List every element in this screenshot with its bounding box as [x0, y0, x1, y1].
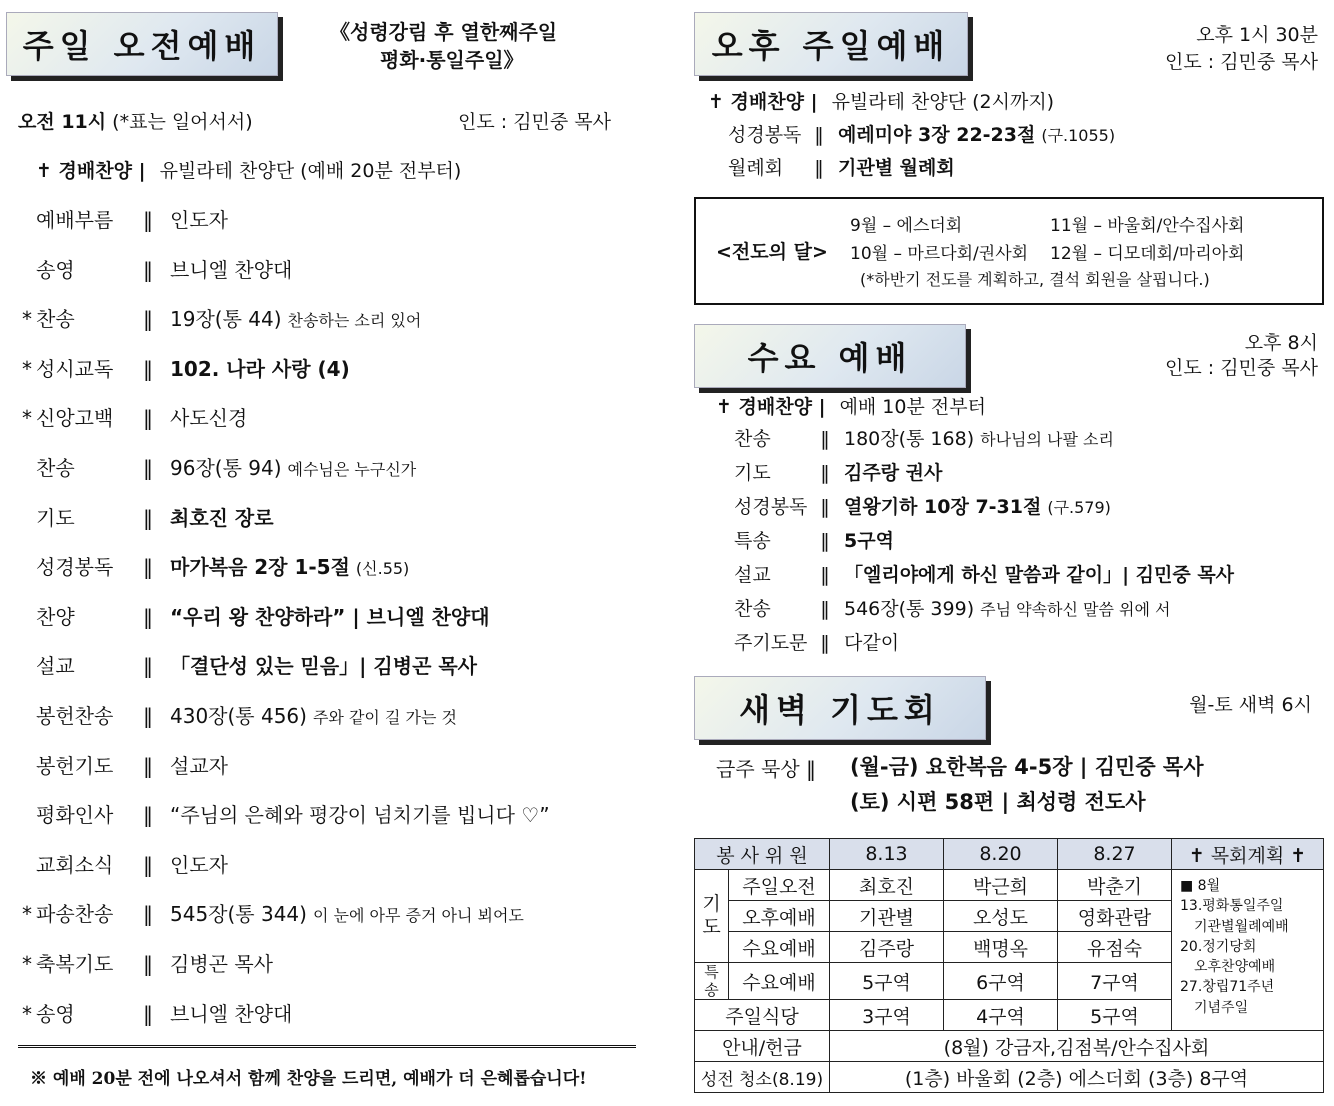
- morning-order-item: [18, 353, 350, 382]
- afternoon-order-item: [728, 120, 1115, 147]
- wednesday-order-item-label: 특송: [734, 530, 771, 552]
- morning-order-item-separator: ‖: [143, 505, 153, 530]
- morning-order-item: [18, 303, 421, 332]
- morning-order-item-extra: 이 눈에 아무 증거 아니 뵈어도: [312, 906, 524, 926]
- morning-order-item-label: 평화인사: [36, 803, 114, 828]
- roster-date-3: 8.27: [1058, 839, 1172, 870]
- afternoon-order-item-label: 성경봉독: [728, 124, 802, 146]
- wednesday-order-item: [734, 492, 1111, 519]
- wednesday-order-item-separator: ‖: [820, 496, 830, 518]
- morning-standing-note: (*표는 일어서서): [112, 111, 253, 133]
- wednesday-order-item: [734, 424, 1114, 451]
- wednesday-service-title: 수요 예배: [694, 324, 966, 388]
- morning-order-item-star: *: [22, 307, 32, 332]
- plan-line: 오후찬양예배: [1194, 959, 1276, 976]
- roster-prayer-row-3-name: 수요예배: [729, 932, 830, 963]
- roster-cell: 영화관람: [1058, 901, 1172, 932]
- morning-order-item-label: 교회소식: [36, 852, 114, 877]
- morning-order-item-label: 예배부름: [36, 208, 114, 232]
- wednesday-order-item-label: 찬송: [734, 428, 771, 450]
- roster-cell: 박춘기: [1058, 870, 1172, 901]
- wednesday-order-item-label: 설교: [734, 564, 771, 586]
- morning-order-item-value: 설교자: [170, 753, 228, 778]
- wednesday-order-item-value: 열왕기하 10장 7-31절: [844, 496, 1042, 518]
- wednesday-order-item-label: 기도: [734, 462, 771, 484]
- morning-order-item-value: 102. 나라 사랑 (4): [170, 356, 350, 381]
- morning-order-item: [18, 551, 409, 580]
- morning-order-item-label: 봉헌기도: [36, 753, 114, 778]
- morning-order-item-extra: (신.55): [355, 559, 410, 579]
- morning-order-item: [18, 750, 228, 779]
- wednesday-order-item-extra: 주님 약속하신 말씀 위에 서: [980, 600, 1171, 619]
- morning-praise-value: 유빌라테 찬양단 (예배 20분 전부터): [159, 160, 462, 182]
- morning-order-item-value: 브니엘 찬양대: [170, 1001, 293, 1026]
- morning-order-item-separator: ‖: [143, 902, 153, 927]
- morning-order-item-label: 파송찬송: [36, 902, 114, 927]
- morning-order-item-separator: ‖: [143, 257, 153, 282]
- morning-order-item-label: 송영: [36, 257, 75, 282]
- roster-meal-row-name: 주일식당: [695, 1000, 830, 1031]
- roster-cell: 6구역: [944, 963, 1058, 1000]
- morning-order-item-value: 마가복음 2장 1-5절: [170, 555, 350, 580]
- roster-cell: 최호진: [830, 870, 944, 901]
- morning-order-item: [18, 898, 524, 927]
- roster-cell: 백명옥: [944, 932, 1058, 963]
- mission-month-box: [694, 197, 1324, 305]
- roster-prayer-group: 기 도: [695, 870, 729, 963]
- morning-order-item: [18, 799, 550, 828]
- wednesday-order-item-value: 김주랑 권사: [844, 462, 943, 484]
- wednesday-leader: 인도 : 김민중 목사: [1165, 357, 1318, 379]
- wednesday-order-item-value: 다같이: [844, 632, 900, 654]
- roster-cell: 5구역: [830, 963, 944, 1000]
- mission-entry-4: 12월 – 디모데회/마리아회: [1050, 244, 1245, 264]
- morning-order-item-value: 김병곤 목사: [170, 952, 273, 976]
- afternoon-praise-value: 유빌라테 찬양단 (2시까지): [831, 91, 1055, 113]
- roster-cell: 4구역: [944, 1000, 1058, 1031]
- roster-plan-cell: [1172, 870, 1324, 1031]
- roster-cell: 3구역: [830, 1000, 944, 1031]
- wednesday-order-item: [734, 526, 894, 553]
- roster-special-row-name: 수요예배: [729, 963, 830, 1000]
- morning-order-item-value: 96장(통 94): [170, 456, 282, 480]
- morning-order-item-separator: ‖: [143, 704, 153, 728]
- morning-praise-label: ✝ 경배찬양 |: [36, 160, 146, 182]
- morning-order-item-value: 「결단성 있는 믿음」| 김병곤 목사: [170, 654, 477, 679]
- plan-line: 20.정기당회: [1180, 938, 1257, 955]
- wednesday-praise-line: [716, 392, 986, 419]
- morning-service-title: 주일 오전예배: [6, 12, 278, 76]
- plan-line: 기관별월례예배: [1194, 918, 1289, 935]
- roster-prayer-row-1-name: 주일오전: [729, 870, 830, 901]
- mission-entry-2: 11월 – 바울회/안수집사회: [1050, 216, 1245, 236]
- afternoon-praise-line: [708, 87, 1054, 114]
- morning-order-item-star: *: [22, 952, 32, 976]
- morning-order-item-value: 19장(통 44): [170, 307, 282, 332]
- morning-order-item: [18, 502, 274, 531]
- wednesday-order-item-value: 180장(통 168): [844, 428, 975, 450]
- morning-order-item-value: 인도자: [170, 208, 228, 232]
- morning-order-item: [18, 452, 416, 481]
- morning-order-item-extra: 주와 같이 길 가는 것: [312, 708, 457, 727]
- morning-order-item-separator: ‖: [143, 406, 153, 431]
- wednesday-time: 오후 8시: [1244, 332, 1318, 354]
- morning-divider: [18, 1045, 636, 1048]
- morning-order-item-value: “우리 왕 찬양하라” | 브니엘 찬양대: [170, 604, 490, 629]
- afternoon-order-item-value: 예레미야 3장 22-23절: [838, 124, 1036, 146]
- morning-order-item: [18, 254, 292, 283]
- plan-line: ■ 8월: [1180, 878, 1221, 894]
- morning-order-item-separator: ‖: [143, 803, 153, 828]
- roster-cell: 5구역: [1058, 1000, 1172, 1031]
- dawn-prayer-title: 새벽 기도회: [694, 676, 986, 740]
- wednesday-order-item: [734, 594, 1170, 621]
- wednesday-order-item: [734, 560, 1234, 587]
- wednesday-order-item-extra: (구.579): [1047, 498, 1111, 517]
- morning-order-item-value: “주님의 은혜와 평강이 넘치기를 빕니다 ♡”: [170, 803, 550, 828]
- roster-plan-title: ✝ 목회계획 ✝: [1172, 839, 1324, 870]
- morning-order-item: [18, 948, 273, 977]
- plan-line: 기념주일: [1194, 999, 1249, 1016]
- morning-order-item: [18, 700, 457, 729]
- morning-order-item-separator: ‖: [143, 555, 153, 580]
- morning-order-item-star: *: [22, 1001, 32, 1026]
- morning-order-item-separator: ‖: [143, 852, 153, 877]
- morning-order-item: [18, 849, 228, 878]
- wednesday-order-item-label: 찬송: [734, 598, 771, 620]
- morning-order-item: [18, 650, 477, 679]
- afternoon-praise-label: ✝ 경배찬양 |: [708, 91, 818, 113]
- morning-order-item-separator: ‖: [143, 356, 153, 381]
- wednesday-order-item-separator: ‖: [820, 598, 830, 620]
- wednesday-order-item-value: 「엘리야에게 하신 말씀과 같이」| 김민중 목사: [844, 564, 1235, 586]
- morning-order-item-label: 신앙고백: [36, 406, 114, 431]
- wednesday-praise-label: ✝ 경배찬양 |: [716, 396, 826, 418]
- dawn-time: 월-토 새벽 6시: [1189, 694, 1312, 716]
- morning-order-item-star: *: [22, 902, 32, 927]
- afternoon-order-item-label: 월례회: [728, 157, 784, 179]
- morning-order-item-label: 성경봉독: [36, 555, 114, 580]
- morning-order-item-separator: ‖: [143, 456, 153, 480]
- morning-order-item-value: 최호진 장로: [170, 505, 274, 530]
- morning-order-item-label: 찬송: [36, 307, 75, 332]
- morning-order-item: [18, 402, 247, 431]
- morning-order-item-star: *: [22, 406, 32, 431]
- wednesday-order-item-separator: ‖: [820, 530, 830, 552]
- afternoon-order-item-value: 기관별 월례회: [838, 157, 955, 179]
- afternoon-order-item-separator: ‖: [814, 157, 824, 179]
- afternoon-order-item-separator: ‖: [814, 124, 824, 146]
- wednesday-order-item-extra: 하나님의 나팔 소리: [980, 430, 1114, 449]
- morning-order-item: [18, 601, 490, 630]
- morning-order-item-value: 인도자: [170, 852, 228, 877]
- morning-time: 오전 11시: [18, 111, 107, 133]
- morning-order-item-label: 찬양: [36, 604, 75, 629]
- morning-order-item-separator: ‖: [143, 654, 153, 679]
- morning-order-item-value: 브니엘 찬양대: [170, 257, 293, 282]
- morning-order-item-value: 사도신경: [170, 406, 248, 431]
- service-roster-table: [694, 838, 1324, 1093]
- morning-subtitle-line1: 《성령강림 후 열한째주일: [330, 20, 558, 44]
- roster-date-1: 8.13: [830, 839, 944, 870]
- roster-cell: 오성도: [944, 901, 1058, 932]
- morning-order-item-value: 545장(통 344): [170, 902, 307, 927]
- wednesday-order-item-label: 성경봉독: [734, 496, 808, 518]
- roster-special-group: 특 송: [695, 963, 729, 1000]
- morning-order-item-separator: ‖: [143, 952, 153, 976]
- roster-cell: 박근희: [944, 870, 1058, 901]
- mission-month-title: <전도의 달>: [716, 241, 828, 263]
- roster-cell: 기관별: [830, 901, 944, 932]
- morning-order-item-extra: 찬송하는 소리 있어: [287, 311, 422, 331]
- morning-subtitle-line2: 평화·통일주일》: [380, 48, 524, 72]
- dawn-label: 금주 묵상 ‖: [716, 757, 816, 781]
- morning-order-item-separator: ‖: [143, 604, 153, 629]
- wednesday-order-item-value: 5구역: [844, 530, 894, 552]
- morning-order-item: [18, 204, 228, 233]
- morning-order-item-label: 봉헌찬송: [36, 704, 114, 728]
- wednesday-order-item-separator: ‖: [820, 462, 830, 484]
- afternoon-service-title: 오후 주일예배: [694, 12, 968, 76]
- afternoon-time: 오후 1시 30분: [1196, 24, 1318, 46]
- afternoon-order-item-extra: (구.1055): [1041, 126, 1116, 145]
- morning-order-item-label: 축복기도: [36, 952, 114, 976]
- mission-entry-1: 9월 – 에스더회: [850, 216, 963, 236]
- dawn-line-1: (월-금) 요한복음 4-5장 | 김민중 목사: [850, 755, 1204, 779]
- morning-order-item-separator: ‖: [143, 753, 153, 778]
- roster-clean-row-value: (1층) 바울회 (2층) 에스더회 (3층) 8구역: [830, 1062, 1324, 1093]
- wednesday-order-item-separator: ‖: [820, 428, 830, 450]
- wednesday-order-item: [734, 628, 899, 655]
- morning-order-item-label: 송영: [36, 1001, 75, 1026]
- morning-order-item-separator: ‖: [143, 1001, 153, 1026]
- wednesday-order-item-label: 주기도문: [734, 632, 808, 654]
- dawn-line-2: (토) 시편 58편 | 최성령 전도사: [850, 790, 1146, 814]
- morning-order-item-label: 찬송: [36, 456, 75, 480]
- morning-order-item-extra: 예수님은 누구신가: [287, 460, 417, 479]
- morning-order-item-label: 설교: [36, 654, 75, 679]
- wednesday-praise-value: 예배 10분 전부터: [839, 396, 986, 418]
- wednesday-order-item-value: 546장(통 399): [844, 598, 975, 620]
- morning-order-item: [18, 998, 292, 1027]
- roster-cell: 7구역: [1058, 963, 1172, 1000]
- mission-note: (*하반기 전도를 계획하고, 결석 회원을 살핍니다.): [860, 270, 1210, 289]
- afternoon-leader: 인도 : 김민중 목사: [1165, 51, 1318, 73]
- morning-order-item-star: *: [22, 356, 32, 381]
- roster-prayer-row-2-name: 오후예배: [729, 901, 830, 932]
- morning-order-item-label: 기도: [36, 505, 75, 530]
- morning-order-item-value: 430장(통 456): [170, 704, 307, 728]
- roster-guide-row-name: 안내/헌금: [695, 1031, 830, 1062]
- roster-guide-row-value: (8월) 강금자,김점복/안수집사회: [830, 1031, 1324, 1062]
- morning-praise-line: [36, 156, 461, 183]
- plan-line: 27.창립71주년: [1180, 979, 1275, 996]
- wednesday-order-item-separator: ‖: [820, 632, 830, 654]
- morning-order-item-separator: ‖: [143, 208, 153, 232]
- wednesday-order-item-separator: ‖: [820, 564, 830, 586]
- wednesday-order-item: [734, 458, 942, 485]
- roster-clean-row-name: 성전 청소(8.19): [695, 1062, 830, 1093]
- morning-order-item-label: 성시교독: [36, 356, 114, 381]
- roster-cell: 김주랑: [830, 932, 944, 963]
- morning-leader: 인도 : 김민중 목사: [458, 111, 611, 133]
- morning-footer-note: ※ 예배 20분 전에 나오셔서 함께 찬양을 드리면, 예배가 더 은혜롭습니다!: [30, 1069, 587, 1089]
- afternoon-order-item: [728, 153, 955, 180]
- morning-time-line: [18, 107, 253, 134]
- roster-date-2: 8.20: [944, 839, 1058, 870]
- roster-cell: 유점숙: [1058, 932, 1172, 963]
- roster-header-title: 봉 사 위 원: [695, 839, 830, 870]
- morning-order-item-separator: ‖: [143, 307, 153, 332]
- plan-line: 13.평화통일주일: [1180, 898, 1284, 915]
- mission-entry-3: 10월 – 마르다회/권사회: [850, 244, 1029, 264]
